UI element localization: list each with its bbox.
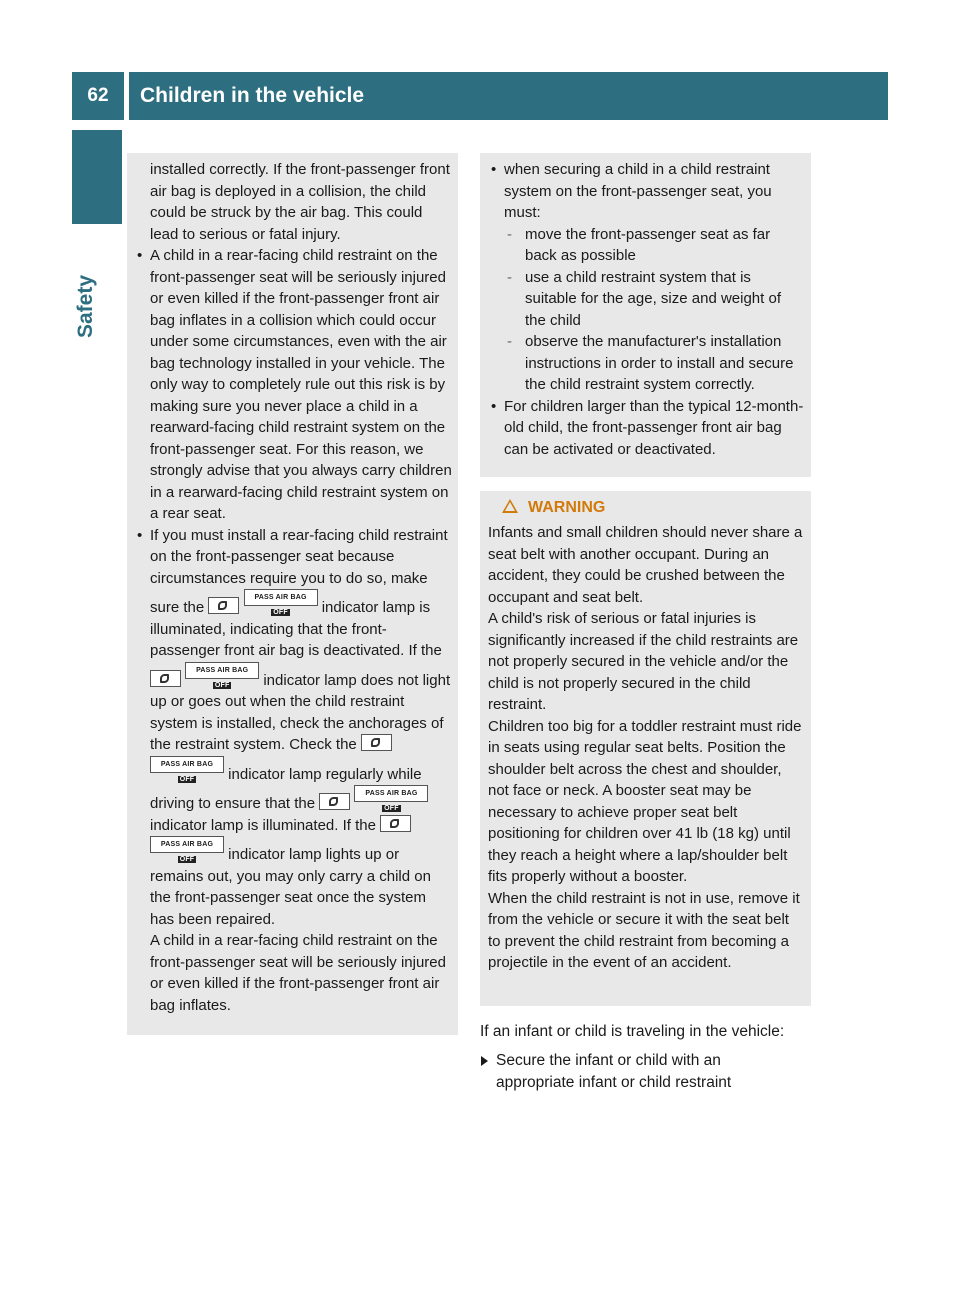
bullet-text: indicator lamp regularly while driving to ensure that the [150, 765, 422, 812]
instruction-step: Secure the infant or child with an appropriate infant or child restraint [480, 1050, 796, 1093]
right-warning-box-continued [480, 153, 811, 477]
bullet-securing-child: • when securing a child in a child restraint system on the front-passenger seat, you must: [491, 159, 805, 224]
section-label: Safety [74, 274, 97, 338]
closing-warning-text: A child in a rear-facing child restraint on the front-passenger seat will be seriously injured or even killed if the front-passenger front air bag inflates. [150, 932, 446, 1014]
left-warning-box [127, 153, 458, 1035]
airbag-seat-icon [150, 670, 181, 687]
airbag-seat-icon [380, 815, 411, 832]
pass-airbag-off-icon: PASS AIR BAG OFF [185, 662, 259, 679]
airbag-seat-icon [361, 734, 392, 751]
dash-item: - move the front-passenger seat as far back as possible [491, 224, 805, 267]
dash-item: - use a child restraint system that is suitable for the age, size and weight of the child [491, 267, 805, 332]
airbag-seat-icon [319, 793, 350, 810]
warning-heading: WARNING [488, 496, 805, 522]
body-text: If an infant or child is traveling in the vehicle: [480, 1023, 785, 1040]
warning-paragraph: Infants and small children should never share a seat belt with another occupant. During an accident, they could be crushed between the occupant and seat belt. [488, 524, 803, 606]
header-divider [124, 72, 129, 120]
dash-item: - observe the manufacturer's installation instructions in order to install and secure the child restraint system correctly. [491, 331, 805, 396]
page-number: 62 [87, 85, 109, 106]
bullet-text: indicator lamp is illuminated. If the [150, 816, 376, 834]
section-tab [72, 130, 122, 224]
warning-icon [502, 499, 518, 513]
warning-paragraph: When the child restraint is not in use, remove it from the vehicle or secure it with the seat belt to prevent the child restraint from becoming a projectile in the event of an accident. [488, 889, 800, 971]
bullet-text: indicator lamp is illuminated, indicating that the front-passenger front air bag is deactivated. If the [150, 599, 442, 659]
warning-paragraph: Children too big for a toddler restraint must ride in seats using regular seat belts. Position the shoulder belt across the chest and shoulder, not face or neck. A booster seat may be necessary to achieve proper seat belt positioning for children over 41 lb (18 kg) until they reach a height where a lap/shoulder belt fits properly without a booster. [488, 717, 802, 885]
continued-text: installed correctly. If the front-passenger front air bag is deployed in a collision, the child could be struck by the air bag. This could lead to serious or fatal injury. [150, 161, 450, 243]
chapter-title: Children in the vehicle [140, 84, 365, 107]
bullet-install-rear-facing [137, 525, 452, 931]
bullet-text: indicator lamp does not light up or goes out when the child restraint system is installed, check the anchorages of the restraint system. Check the [150, 671, 451, 753]
pass-airbag-off-icon: PASS AIR BAG OFF [354, 785, 428, 802]
pass-airbag-off-icon: PASS AIR BAG OFF [244, 589, 318, 606]
warning-paragraph: A child's risk of serious or fatal injuries is significantly increased if the child restraints are not properly secured in the vehicle and/or the child is not properly secured in the child restraint. [488, 610, 799, 713]
warning-box [480, 491, 811, 1006]
pass-airbag-off-icon: PASS AIR BAG OFF [150, 836, 224, 853]
pass-airbag-off-icon: PASS AIR BAG OFF [150, 756, 224, 773]
bullet-text: If you must install a rear-facing child restraint on the front-passenger seat because circumstances require you to do so, make sure the [150, 526, 448, 616]
bullet-text: indicator lamp lights up or remains out, you may only carry a child on the front-passenger seat once the system has been repaired. [150, 846, 431, 928]
bullet-larger-children: • For children larger than the typical 12-month-old child, the front-passenger front air bag can be activated or deactivated. [491, 396, 805, 461]
airbag-seat-icon [208, 597, 239, 614]
bullet-rear-facing-risk: • A child in a rear-facing child restraint on the front-passenger seat will be seriously injured or even killed if the front-passenger front air bag inflates in a collision which could occur under some circumstances, even with the air bag technology installed in your vehicle. The only way to completely rule out this risk is by making sure you never place a child in a rearward-facing child restraint system on the front-passenger seat. For this reason, we strongly advise that you always carry children in a rearward-facing child restraint system on a rear seat. [137, 245, 452, 525]
page-header [72, 72, 888, 120]
